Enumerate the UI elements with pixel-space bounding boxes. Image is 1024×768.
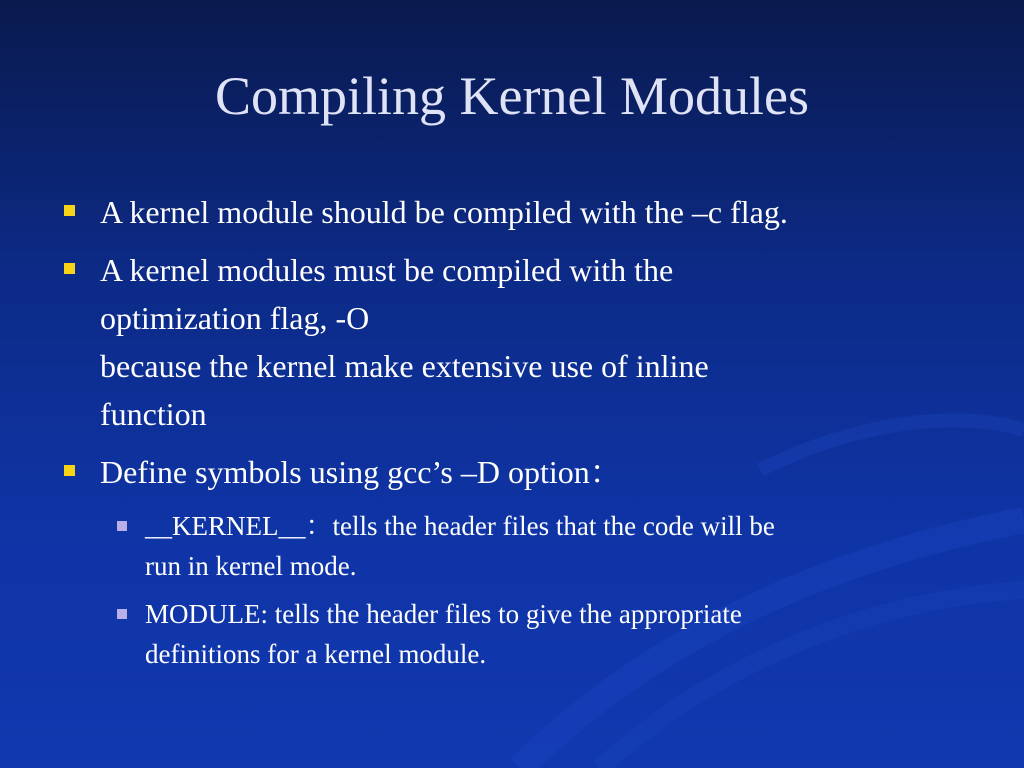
square-bullet-icon bbox=[64, 263, 75, 274]
bullet-define-symbols bbox=[62, 448, 962, 496]
sub-bullet-module-symbol bbox=[107, 594, 962, 674]
sub-bullet-text-line: __KERNEL__：tells the header files that the code will be bbox=[145, 511, 775, 541]
bullet-text-line: optimization flag, -O bbox=[100, 300, 370, 336]
bullet-text-line: A kernel module should be compiled with the –c flag. bbox=[100, 194, 788, 230]
square-sub-bullet-icon bbox=[117, 521, 127, 531]
slide-content bbox=[62, 188, 962, 682]
bullet-optimization-flag bbox=[62, 246, 962, 438]
sub-bullet-text-line: MODULE: tells the header files to give the appropriate bbox=[145, 599, 742, 629]
sub-bullet-text-line: run in kernel mode. bbox=[145, 551, 357, 581]
sub-bullet-kernel-symbol bbox=[107, 506, 962, 586]
bullet-text-line: Define symbols using gcc’s –D option： bbox=[100, 454, 622, 490]
bullet-c-flag bbox=[62, 188, 962, 236]
bullet-text-line: because the kernel make extensive use of inline bbox=[100, 348, 709, 384]
sub-bullet-text-line: definitions for a kernel module. bbox=[145, 639, 487, 669]
square-bullet-icon bbox=[64, 205, 75, 216]
bullet-text-line: A kernel modules must be compiled with the bbox=[100, 252, 674, 288]
square-sub-bullet-icon bbox=[117, 609, 127, 619]
slide-title: Compiling Kernel Modules bbox=[215, 66, 809, 126]
square-bullet-icon bbox=[64, 465, 75, 476]
bullet-text-line: function bbox=[100, 396, 207, 432]
